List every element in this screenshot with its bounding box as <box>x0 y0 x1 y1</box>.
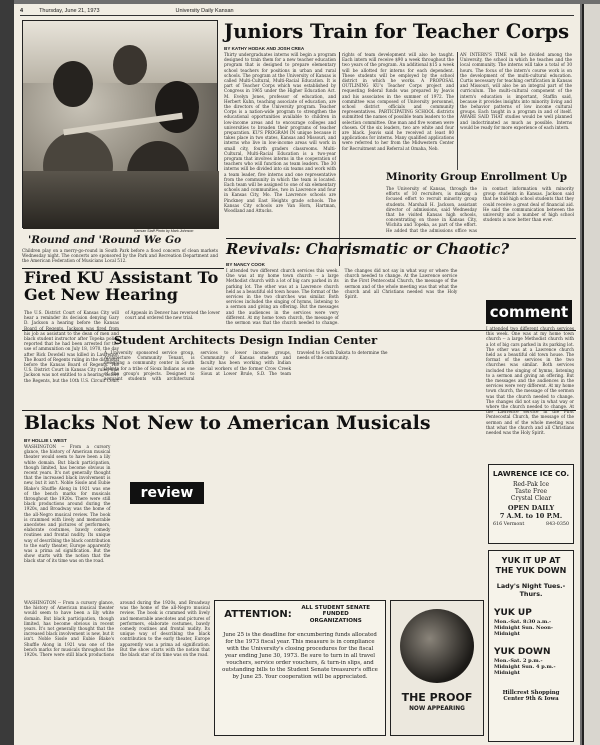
ice-phone: 843-0350 <box>546 522 569 527</box>
paper-name: University Daily Kansan <box>175 8 234 14</box>
photo-credit: Kansan Staff Photo by Mark Johnson <box>134 229 194 233</box>
yuk-title: YUK IT UP AT THE YUK DOWN <box>495 556 567 575</box>
blacks-body: WASHINGTON -- From a cursory glance, the history of American musical theater would seem to have been a lily white domain. But black participation, though limited, has become obvious in recent years. It's not generally thought that the increased black involvement is new, but it isn't. Noble Sissle and Eubie Blake's Shuffle Along in 1921 was one of the bench marks for musicals throughout the 1920s. There were still black productions around during the 1920s, and Broadway was the home of the all-Negro musical review. The book is crammed with lively and memorable anecdotes and pictures of performers, elaborate costumes, bawdy comedy routines and frontal nudity. Its unique way of describing the black contribution to the early theater, Europe apparently was a prima ad signification. But the show starts with the notion that the black star of its time was on the road. <box>24 444 111 564</box>
proof-title: THE PROOF <box>401 691 473 704</box>
newspaper-page <box>14 4 580 745</box>
teacher-corps-col-1: Thirty undergraduates interns will begin a program designed to train them for a new teacher education program that is designed to prepare elementary school teachers for positions in urban and rural schools. The program at the University of Kansas is called Multi-Cultural, Multi-Racial Education. It is part of Teacher Corps which was established by Congress in 1965 under the Higher Education Act. M. Evelyn Jones, professor of education, and Herbert Kuhn, teaching associate of education, are the directors of the University program. Teacher Corps is a nation-wide program to strengthen the educational opportunities available to children in low-income areas and to encourage colleges and universities to broaden their programs of teacher preparation. KU'S PROGRAM IN unique because it takes place in two states, Kansas and Missouri, and interns who live in low-income areas will work in small city, fourth graders classrooms. Multi-Cultural, Multi-Racial Education is a two-year program that involves interns in the cooperation of teachers who will function as team leaders. The 30 interns will be divided into six teams and work with a team leader, five interns and one representative from the community in which the team is located. Each team will be assigned to one of six elementary schools and communities, two in Lawrence and four in Kansas City, Mo. The Lawrence schools are Pinckney and East Heights grade schools. The Kansas City schools are Van Horn, Hartman, Woodland and Attucks. <box>224 52 336 214</box>
yuk-down-label: YUK DOWN <box>494 647 551 657</box>
page-number: 4 <box>20 8 24 14</box>
yuk-up-hours: Mon.-Sat. 8:30 a.m.-Midnight Sun. Noon-Midnight <box>494 619 553 637</box>
proof-ad <box>390 600 484 736</box>
ice-address: 616 Vermont <box>493 522 525 527</box>
minority-headline: Minority Group Enrollment Up <box>386 171 568 183</box>
teacher-corps-byline: BY KATHY HODAK AND JOSH CREA <box>224 46 305 51</box>
architects-body: A University sponsored service group, Architecture Community Tenant, is designing a community center in South Dakota for a tribe of Sioux Indians as one of the group's projects. Designed to acquaint students with architectural services to lower income groups, Community of Kansas students and faculty has been working with Indian social workers of the former Crow Creek Sioux at Lower Brule, S.D. The team traveled to South Dakota to determine the needs of the community. <box>104 350 388 382</box>
ice-line-2: Taste Free <box>514 488 548 495</box>
revivals-headline: Revivals: Charismatic or Chaotic? <box>226 240 510 258</box>
review-label-box <box>130 482 204 504</box>
teacher-corps-col-3: AN INTERN'S TIME will be divided among the University, the school in which he teaches and the local community. The interns will take a total of 30 hours. The focus of the intern's course work is on the development of the multi-cultural education. Curtis necessary for teaching certification in Kansas and Missouri, will also be an integral part of the curriculum. The multi-cultural component of the intern's education is important, Staffin said, because it provides insights into minority living and the behavior patterns of low income cultural groups. Each taught in a program in and of itself. AWARE SAID THAT studies would be well planned and indoctrinated as much as possible. Interns would be ready for more experience of each intern. <box>460 52 572 130</box>
attention-ad <box>214 600 386 736</box>
yuk-up-label: YUK UP <box>494 608 532 618</box>
review-label: review <box>140 485 194 501</box>
blacks-headline: Blacks Not New to American Musicals <box>24 412 431 434</box>
ice-co-name: LAWRENCE ICE CO. <box>492 469 570 478</box>
ice-hours-label: OPEN DAILY <box>507 504 555 512</box>
proof-band-photo <box>400 609 474 683</box>
ice-hours: 7 A.M. to 10 P.M. <box>499 512 563 520</box>
architects-headline: Student Architects Design Indian Center <box>114 333 378 347</box>
revivals-cont: I attended two different church services this week. One was at my home town church -- a large Methodist church with a lot of big cars parked in its parking lot. The other was at a Lawrence church held as a beautiful old town house. The format of the services in the two churches was similar. Both services included the singing of hymns, listening to a sermon and giving an offering. But the messages and the audiences in the services were very different. At my home town church, the message of the sermon was that the church needed to change. The changes did not say in what way or where the church needed to change. At the Lawrence service in the First Pentecostal Church, the message of the sermon and of the whole meeting was that what the church and all Christians needed was the Holy Spirit. <box>486 326 574 436</box>
issue-date: Thursday, June 21, 1973 <box>39 8 100 14</box>
yuk-down-ad <box>488 550 574 742</box>
next-page-edge <box>582 4 600 745</box>
revivals-byline: BY NANCY COOK <box>226 262 265 267</box>
attention-body: June 25 is the deadline for encumbering funds allocated for the 1973 fiscal year. This measure is in compliance with the University's closing procedures for the fiscal year ending June 30, 1973. Be sure to turn in all travel vouchers, service order vouchers, & turn-in slips, and outstanding bills to the Student Senate treasurer's office by June 25. Your cooperation will be appreciated. <box>222 632 378 681</box>
attention-subhead: ALL STUDENT SENATE FUNDED ORGANIZATIONS <box>301 605 371 624</box>
fired-headline: Fired KU Assistant To Get New Hearing <box>24 268 219 304</box>
merry-go-round-photo <box>22 20 218 228</box>
teacher-corps-col-2: rights of team development will also be taught. Each intern will receive $90 a week throughout the two years of the program. An additional $15 a week will be allotted for interns for each dependent. These students will be employed by the school district in which he works. A PROPOSAL OUTLINING KU's Teacher Corps project and requesting federal funds was prepared by Jeavis and his associates in the summer of 1972. The committee was composed of University personnel, school district officials and community representatives. PARTICIPATING SCHOOL districts submitted the names of possible team leaders to the selection committee. One man and five women were chosen. Of the six leaders, two are white and four are black. Jeavis said he received at least 80 applications for interns. Many qualified applications were referred to her from the Midwestern Center for Recruitment and Referral at Omaha, Neb. <box>342 52 454 151</box>
comment-label-box <box>486 300 572 324</box>
yuk-ladies: Lady's Night Tues.-Thurs. <box>496 582 566 598</box>
folio <box>20 8 574 16</box>
blacks-byline: BY HOLLIE I. WEST <box>24 438 67 443</box>
proof-subtitle: NOW APPEARING <box>409 706 465 712</box>
comment-label: comment <box>489 303 569 321</box>
yuk-down-hours: Mon.-Sat. 2 p.m.-Midnight Sun. 4 p.m.-Midnight <box>494 658 556 676</box>
yuk-location: Hillcrest Shopping Center 9th & Iowa <box>502 690 560 702</box>
revivals-body: I attended two different church services this week. One was at my home town church -- a large Methodist church with a lot of big cars parked in its parking lot. The other was at a Lawrence church held as a beautiful old town house. The format of the services in the two churches was similar. Both services included the singing of hymns, listening to a sermon and giving an offering. But the messages and the audiences in the services were very different. At my home town church, the message of the sermon was that the church needed to change. The changes did not say in what way or where the church needed to change. At the Lawrence service in the First Pentecostal Church, the message of the sermon and of the whole meeting was that what the church and all Christians needed was the Holy Spirit. <box>226 268 458 326</box>
ice-line-1: Red-Pak Ice <box>512 481 550 488</box>
photo-caption-body: Children play on a merry-go-round in South Park before a flood concern of clean markets Wednesday night. The concerts are sponsored by the Park and Recreation Department and the American Federation of Musicians Local 512. <box>22 248 218 264</box>
lawrence-ice-ad <box>488 464 574 544</box>
blacks-body-cont: WASHINGTON -- From a cursory glance, the history of American musical theater would seem to have been a lily white domain. But black participation, though limited, has become obvious in recent years. It's not generally thought that the increased black involvement is new, but it isn't. Noble Sissle and Eubie Blake's Shuffle Along in 1921 was one of the bench marks for musicals throughout the 1920s. There were still black productions around during the 1920s, and Broadway was the home of the all-Negro musical review. The book is crammed with lively and memorable anecdotes and pictures of performers, elaborate costumes, bawdy comedy routines and frontal nudity. Its unique way of describing the black contribution to the early theater, Europe apparently was a prima ad signification. But the show starts with the notion that the black star of its time was on the road. <box>24 600 210 658</box>
fired-body: The U.S. District Court of Kansas City will hear a reminder its decision denying Gary D. Jackson a hearing before the Kansas Board of Regents. Jackson was fired from his job as assistant to the dean of men and black student instructor after Topeka police reported that he had been arrested for the use of ammunition on July 18, 1970, the day after Rick Dowdell was killed in Lawrence. The Board of Regents ruling in the dismissal before the Kansas Board of Regents. The U.S. District Court in Kansas City ruled that Jackson was not entitled to a hearing before the Regents, but the 10th U.S. Circuit Court of Appeals in Denver has reversed the lower court and ordered the new trial. <box>24 310 220 383</box>
photo-caption-head: 'Round and 'Round We Go <box>28 234 182 246</box>
teacher-corps-headline: Juniors Train for Teacher Corps <box>224 20 570 43</box>
scanner-bed-left <box>0 0 14 745</box>
attention-headline: ATTENTION: <box>224 609 292 621</box>
ice-line-3: Crystal Clear <box>510 495 552 502</box>
minority-body: The University of Kansas, through the efforts of 10 recruiters, is making a focused effort to recruit minority group students. Marshall H. Jackson, assistant director of admissions, said Wednesday that he visited Kansas high schools, concentrating on those in Kansas City, Wichita and Topeka, as part of the effort. He added that the admissions office was in contact information with minority group students in Kansas. Jackson said that he told high school students that they could receive a great deal of financial aid. He said the communication between the university and a number of high school students is now better than ever. <box>386 186 574 233</box>
